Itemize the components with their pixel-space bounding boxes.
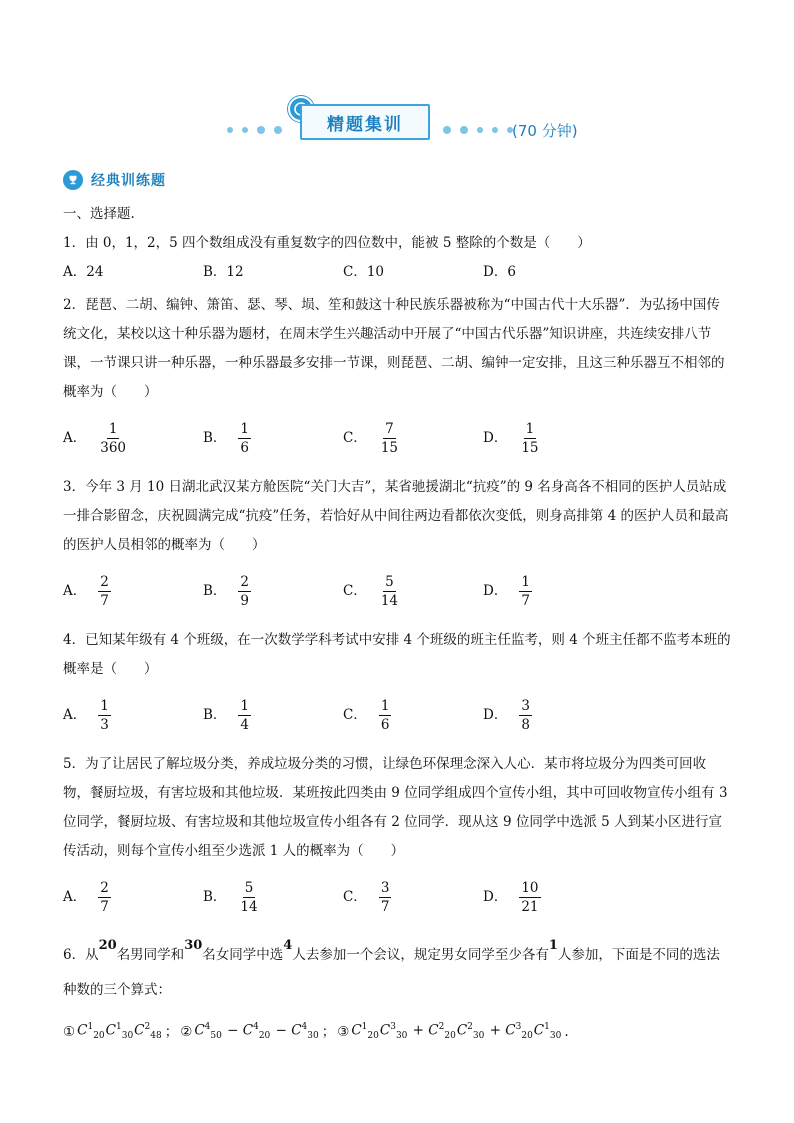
formula-3-marker: ③	[337, 1023, 350, 1040]
question-6-text: 6．从20名男同学和30名女同学中选4人去参加一个会议，规定男女同学至少各有1人参加，下面是不同的选法种数的三个算式：	[63, 938, 720, 998]
question-4-options	[63, 684, 733, 746]
question-1-text: 1．由 0，1，2，5 四个数组成没有重复数字的四位数中，能被 5 整除的个数是（ ）	[63, 235, 591, 251]
question-5-text: 5．为了让居民了解垃圾分类，养成垃圾分类的习惯，让绿色环保理念深入人心．某市将垃圾分为四类可回收物，餐厨垃圾，有害垃圾和其他垃圾．某班按此四类由 9 位同学组成四个宣传小组，其中可回收物宣传小组有 3 位同学，餐厨垃圾、有害垃圾和其他垃圾宣传小组各有 2 位同学．现从这 9 位同学中选派 5 人到某小区进行宣传活动，则每个宣传小组至少选派 1 人的概率为（ ）	[63, 756, 728, 859]
option-d[interactable]: D． $\frac{10}{21}$	[483, 879, 539, 915]
option-c[interactable]: C． $\frac{1}{6}$	[343, 697, 390, 733]
option-b[interactable]: B． $\frac{1}{4}$	[203, 697, 250, 733]
question-4-text: 4．已知某年级有 4 个班级，在一次数学学科考试中安排 4 个班级的班主任监考，则 4 个班主任都不监考本班的概率是（ ）	[63, 632, 731, 677]
trophy-icon	[63, 170, 83, 190]
formula-2-marker: ②	[180, 1023, 193, 1040]
option-b[interactable]: B． $\frac{1}{6}$	[203, 420, 250, 456]
question-3-text: 3．今年 3 月 10 日湖北武汉某方舱医院“关门大吉”，某省驰援湖北“抗疫”的 9 名身高各不相同的医护人员站成一排合影留念，庆祝圆满完成“抗疫”任务，若恰好从中间往两边看都依次变低，则身高排第 4 的医护人员和最高的医护人员相邻的概率为（ ）	[63, 479, 729, 553]
section-heading	[63, 170, 166, 190]
left-dots-decoration	[227, 127, 282, 134]
formula-1-marker: ①	[63, 1023, 76, 1040]
question-5-options	[63, 866, 733, 928]
question-6-formulas: ① $C^1_{20}C^1_{30}C^2_{48}$ ； ② $C^4_{50} - C^4_{20} - C^4_{30}$ ； ③ $C^1_{20}C^3_{30} + C^2_{20}C^2_{30} + C^3_{20}C^1_{30}$ .	[63, 1013, 733, 1051]
option-c[interactable]: C． $\frac{3}{7}$	[343, 879, 390, 915]
formula-3: $C^1_{20}C^3_{30} + C^2_{20}C^2_{30} + C^3_{20}C^1_{30}$	[351, 1022, 562, 1042]
option-a[interactable]: A．24	[63, 264, 104, 280]
option-a[interactable]: A． $\frac{2}{7}$	[63, 879, 109, 915]
option-a[interactable]: A． $\frac{2}{7}$	[63, 573, 109, 609]
page-title: 精题集训	[300, 104, 430, 140]
question-3-options	[63, 560, 733, 622]
option-b[interactable]: B．12	[203, 264, 244, 280]
formula-1: $C^1_{20}C^1_{30}C^2_{48}$	[77, 1022, 162, 1042]
section-title: 经典训练题	[91, 173, 166, 189]
question-list	[63, 200, 733, 1051]
option-c[interactable]: C． $\frac{7}{15}$	[343, 420, 399, 456]
option-d[interactable]: D． $\frac{1}{15}$	[483, 420, 539, 456]
question-2-text: 2．琵琶、二胡、编钟、箫笛、瑟、琴、埙、笙和鼓这十种民族乐器被称为“中国古代十大乐器”．为弘扬中国传统文化，某校以这十种乐器为题材，在周末学生兴趣活动中开展了“中国古代乐器”知识讲座，共连续安排八节课，一节课只讲一种乐器，一种乐器最多安排一节课，则琵琶、二胡、编钟一定安排，且这三种乐器互不相邻的概率为（ ）	[63, 297, 725, 400]
question-2-options	[63, 407, 733, 469]
option-d[interactable]: D．6	[483, 264, 516, 280]
option-b[interactable]: B． $\frac{5}{14}$	[203, 879, 258, 915]
option-c[interactable]: C．10	[343, 264, 385, 280]
part-label: 一、选择题.	[63, 206, 135, 222]
option-d[interactable]: D． $\frac{3}{8}$	[483, 697, 530, 733]
option-a[interactable]: A． $\frac{1}{360}$	[63, 420, 127, 456]
formula-2: $C^4_{50} - C^4_{20} - C^4_{30}$	[194, 1022, 319, 1042]
right-dots-decoration	[443, 127, 513, 134]
option-b[interactable]: B． $\frac{2}{9}$	[203, 573, 250, 609]
question-1-options	[63, 258, 733, 287]
duration-label: (70 分钟)	[512, 122, 578, 140]
option-c[interactable]: C． $\frac{5}{14}$	[343, 573, 399, 609]
option-a[interactable]: A． $\frac{1}{3}$	[63, 697, 109, 733]
option-d[interactable]: D． $\frac{1}{7}$	[483, 573, 530, 609]
